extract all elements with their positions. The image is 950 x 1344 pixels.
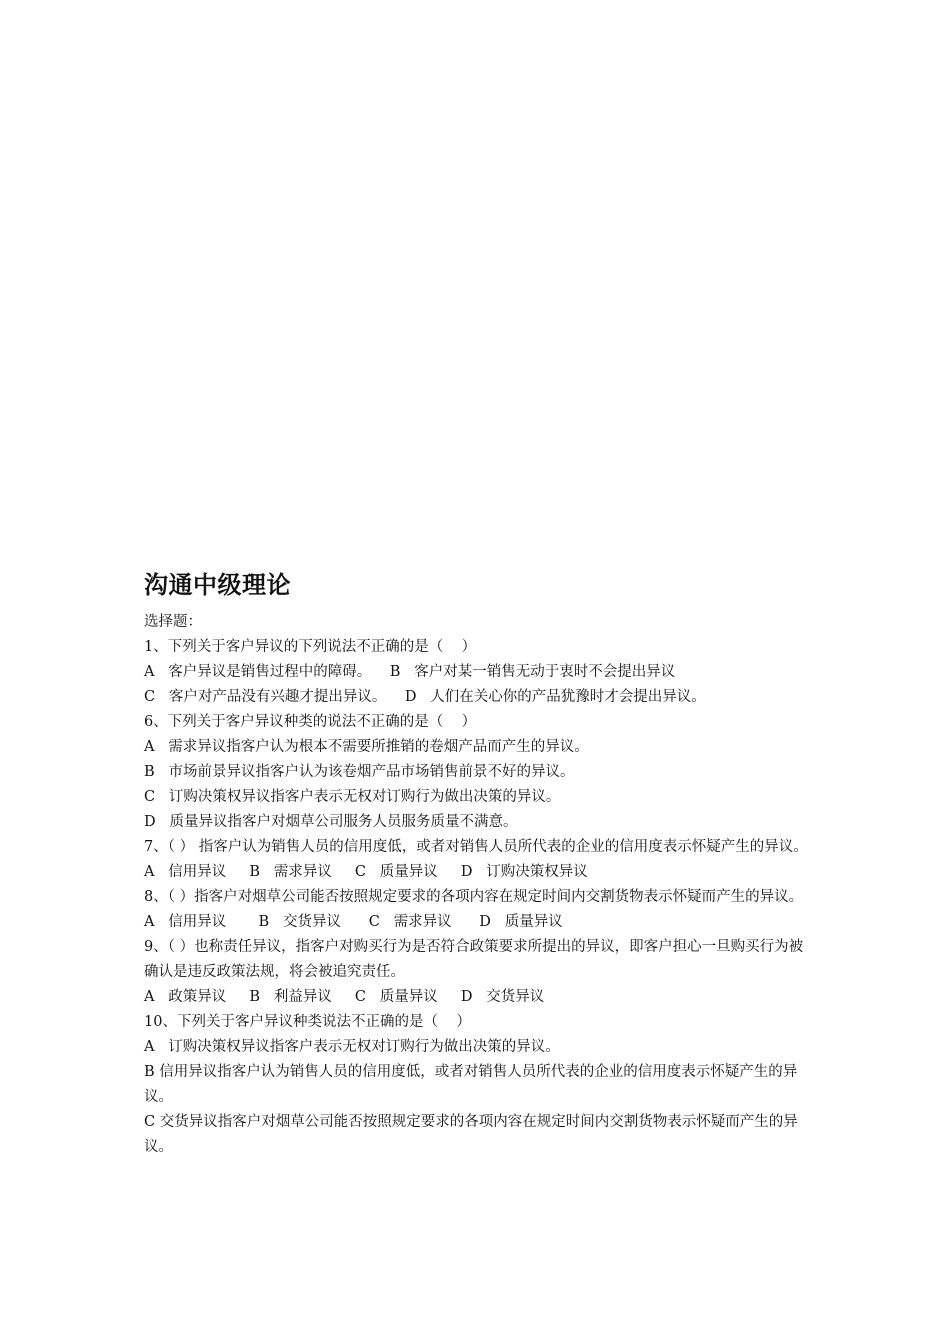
question-10-option-b: B 信用异议指客户认为销售人员的信用度低，或者对销售人员所代表的企业的信用度表示怀疑产生的异议。 <box>144 1064 798 1105</box>
question-9: 9、（ ）也称责任异议，指客户对购买行为是否符合政策要求所提出的异议，即客户担心一旦购买行为被确认是违反政策法规，将会被追究责任。 <box>144 939 804 980</box>
question-8: 8、（ ）指客户对烟草公司能否按照规定要求的各项内容在规定时间内交割货物表示怀疑而产生的异议。 <box>144 889 804 905</box>
question-6-option-b: B 市场前景异议指客户认为该卷烟产品市场销售前景不好的异议。 <box>144 764 575 780</box>
section-label: 选择题： <box>144 614 202 630</box>
question-10-option-c: C 交货异议指客户对烟草公司能否按照规定要求的各项内容在规定时间内交割货物表示怀疑而产生的异议。 <box>144 1114 798 1155</box>
question-6-option-d: D 质量异议指客户对烟草公司服务人员服务质量不满意。 <box>144 814 518 830</box>
question-6-option-c: C 订购决策权异议指客户表示无权对订购行为做出决策的异议。 <box>144 789 561 805</box>
question-10: 10、下列关于客户异议种类说法不正确的是（ ） <box>144 1014 471 1030</box>
question-6: 6、下列关于客户异议种类的说法不正确的是（ ） <box>144 714 477 730</box>
question-8-options: A 信用异议 B 交货异议 C 需求异议 D 质量异议 <box>144 914 563 930</box>
page-title: 沟通中级理论 <box>144 571 291 599</box>
question-9-options: A 政策异议 B 利益异议 C 质量异议 D 交货异议 <box>144 989 545 1005</box>
document-body <box>144 566 814 1160</box>
question-7: 7、（ ） 指客户认为销售人员的信用度低，或者对销售人员所代表的企业的信用度表示怀疑产生的异议。 <box>144 839 808 855</box>
question-1-options-ab: A 客户异议是销售过程中的障碍。 B 客户对某一销售无动于衷时不会提出异议 <box>144 664 676 680</box>
question-6-option-a: A 需求异议指客户认为根本不需要所推销的卷烟产品而产生的异议。 <box>144 739 589 755</box>
question-7-options: A 信用异议 B 需求异议 C 质量异议 D 订购决策权异议 <box>144 864 588 880</box>
question-10-option-a: A 订购决策权异议指客户表示无权对订购行为做出决策的异议。 <box>144 1039 560 1055</box>
question-1: 1、下列关于客户异议的下列说法不正确的是（ ） <box>144 639 477 655</box>
question-1-options-cd: C 客户对产品没有兴趣才提出异议。 D 人们在关心你的产品犹豫时才会提出异议。 <box>144 689 706 705</box>
